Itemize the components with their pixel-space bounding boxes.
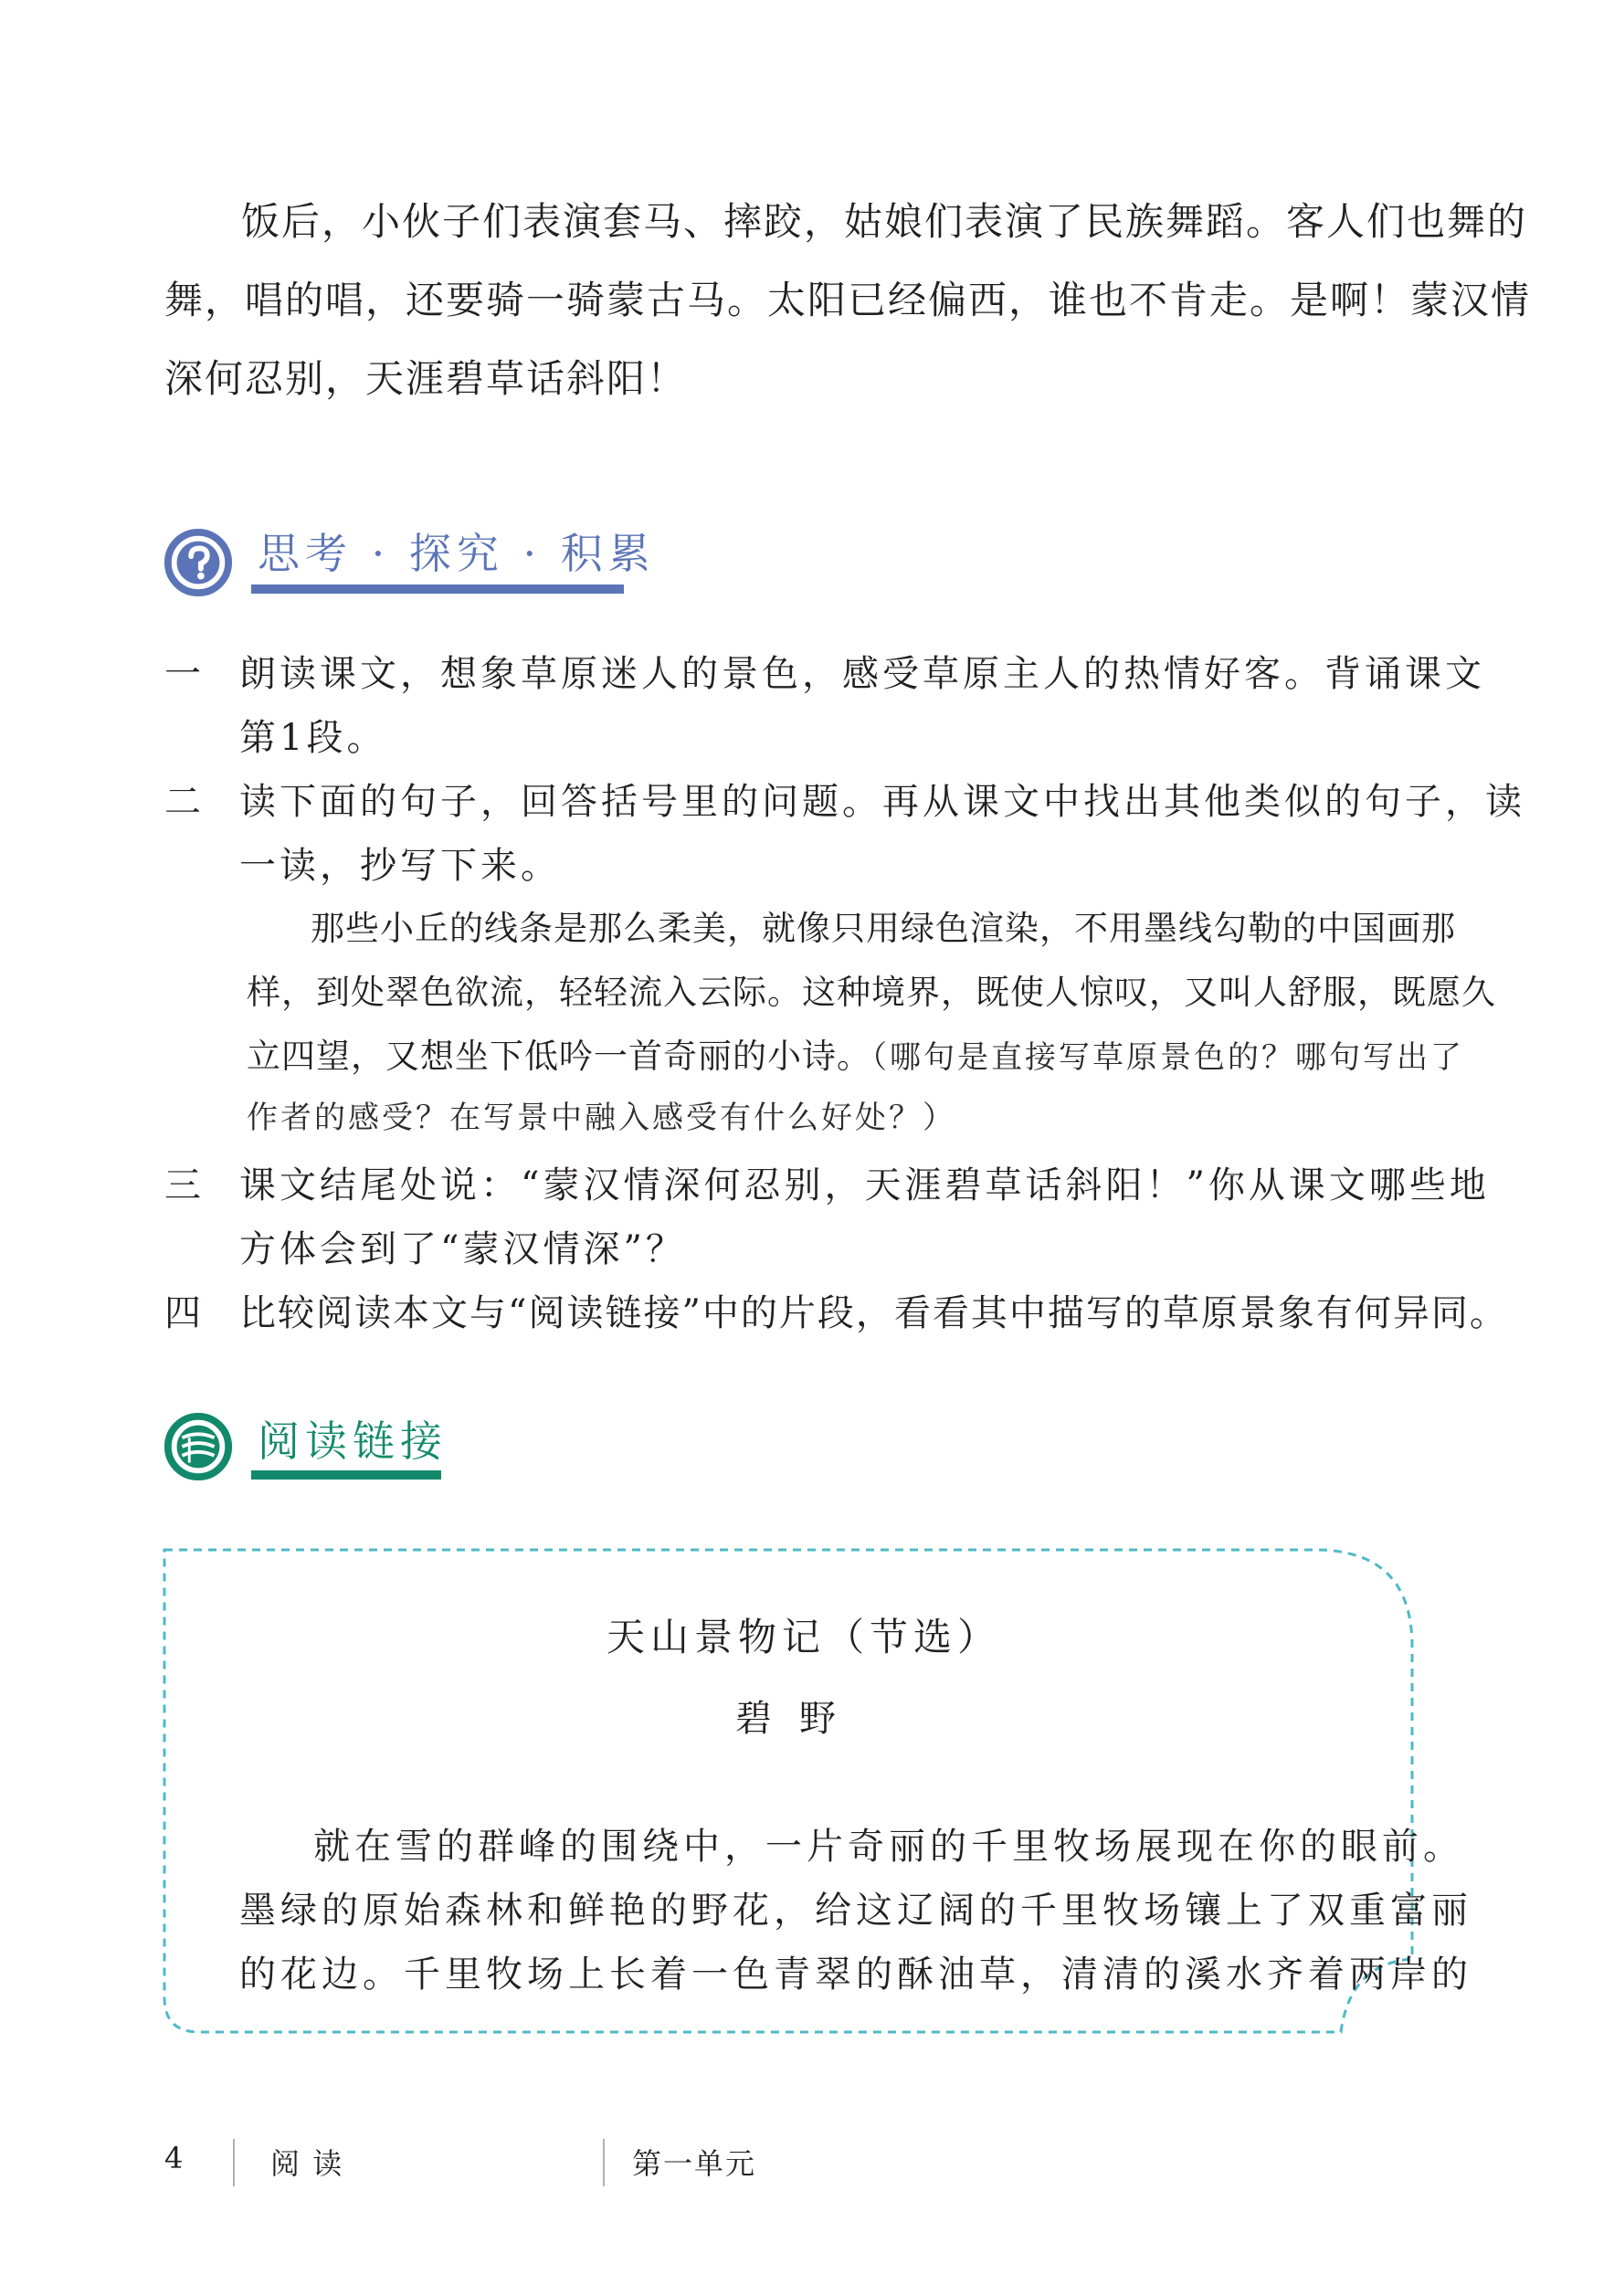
- exercise-line: 一读，抄写下来。: [239, 845, 561, 887]
- question-text: （哪句是直接写草原景色的？哪句写出了: [871, 1039, 1464, 1076]
- quote-line: 样，到处翠色欲流，轻轻流入云际。这种境界，既使人惊叹，又叫人舒服，既愿久: [247, 973, 1496, 1012]
- section-title-think: 思考 · 探究 · 积累: [258, 529, 656, 578]
- quote-line: [247, 1028, 1464, 1078]
- exercise-number: 三: [164, 1164, 205, 1206]
- exercise-line: 比较阅读本文与“阅读链接”中的片段，看看其中描写的草原景象有何异同。: [239, 1292, 1508, 1334]
- question-text: 作者的感受？在写景中融入感受有什么好处？）: [247, 1100, 956, 1136]
- paragraph-line: 饭后，小伙子们表演套马、摔跤，姑娘们表演了民族舞蹈。客人们也舞的: [241, 199, 1528, 244]
- exercise-line: 方体会到了“蒙汉情深”？: [239, 1228, 686, 1270]
- exercise-line: 读下面的句子，回答括号里的问题。再从课文中找出其他类似的句子，读: [239, 781, 1525, 823]
- reading-author: 碧野: [735, 1698, 863, 1740]
- quote-line: 那些小丘的线条是那么柔美，就像只用绿色渲染，不用墨线勾勒的中国画那: [311, 909, 1456, 948]
- footer-unit: 第一单元: [632, 2146, 757, 2181]
- book-stack-icon: [163, 1411, 234, 1482]
- section-underline: [251, 1470, 441, 1480]
- reading-line: 就在雪的群峰的围绕中，一片奇丽的千里牧场展现在你的眼前。: [313, 1826, 1464, 1868]
- question-mark-icon: [163, 527, 234, 598]
- exercise-number: 四: [164, 1292, 205, 1334]
- section-title-link: 阅读链接: [258, 1417, 448, 1466]
- page-number: 4: [164, 2141, 185, 2175]
- exercise-number: 二: [164, 781, 205, 823]
- exercise-line: 朗读课文，想象草原迷人的景色，感受草原主人的热情好客。背诵课文: [239, 653, 1485, 695]
- footer-section: 阅 读: [270, 2146, 344, 2181]
- quote-line: [247, 1092, 956, 1137]
- paragraph-line: 舞，唱的唱，还要骑一骑蒙古马。太阳已经偏西，谁也不肯走。是啊！蒙汉情: [164, 278, 1532, 322]
- top-paragraph: [164, 183, 1532, 418]
- exercise-line: 课文结尾处说：“蒙汉情深何忍别，天涯碧草话斜阳！”你从课文哪些地: [239, 1164, 1490, 1206]
- footer-divider: [603, 2139, 605, 2186]
- reading-line: 的花边。千里牧场上长着一色青翠的酥油草，清清的溪水齐着两岸的: [239, 1954, 1472, 1996]
- quote-text: 立四望，又想坐下低吟一首奇丽的小诗。: [247, 1037, 871, 1076]
- paragraph-line: 深何忍别，天涯碧草话斜阳！: [164, 356, 688, 401]
- exercise-number: 一: [164, 653, 205, 695]
- exercise-line: 第1段。: [239, 717, 387, 759]
- footer-divider: [233, 2139, 235, 2186]
- reading-title: 天山景物记（节选）: [607, 1615, 1002, 1659]
- reading-line: 墨绿的原始森林和鲜艳的野花，给这辽阔的千里牧场镶上了双重富丽: [239, 1890, 1472, 1932]
- section-underline: [251, 585, 624, 594]
